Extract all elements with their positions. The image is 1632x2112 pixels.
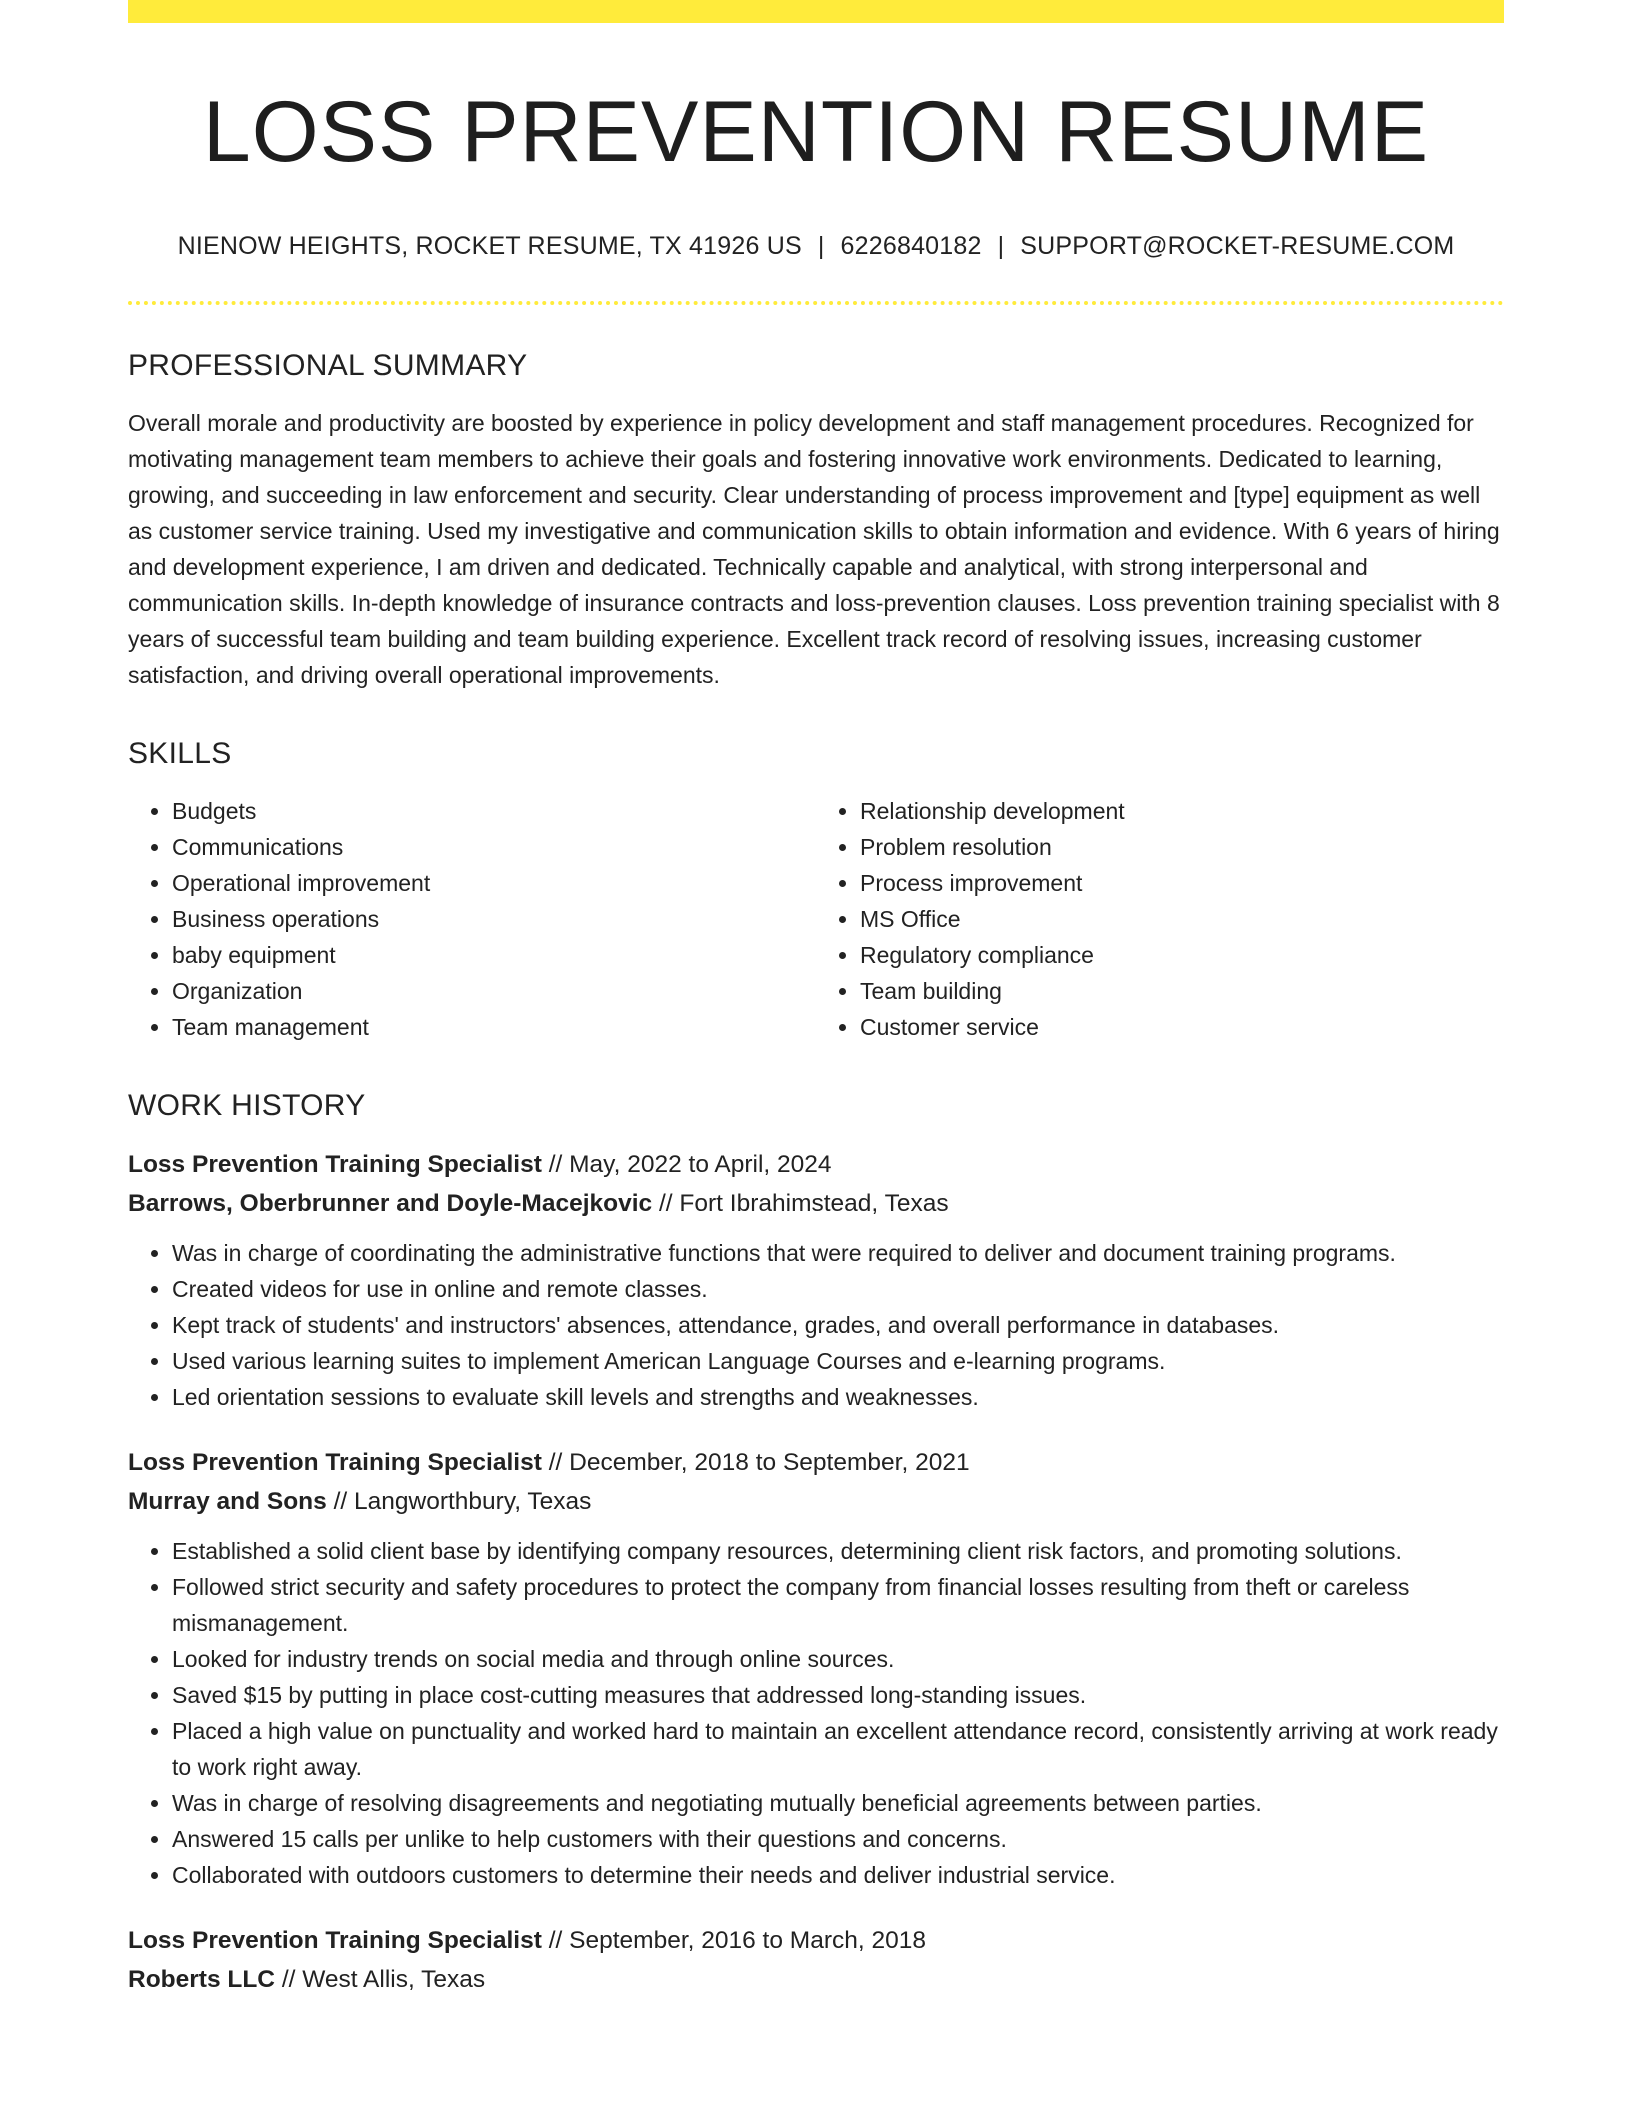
skill-item: • MS Office: [860, 901, 1504, 937]
skill-item: • Business operations: [172, 901, 816, 937]
job-bullets: [128, 1533, 1504, 1893]
skill-item: • Relationship development: [860, 793, 1504, 829]
job-dates: // December, 2018 to September, 2021: [548, 1449, 970, 1477]
skill-item: • Team management: [172, 1009, 816, 1045]
contact-address: NIENOW HEIGHTS, ROCKET RESUME, TX 41926 US: [177, 232, 802, 261]
job-bullets: [128, 1235, 1504, 1415]
skill-item: • Customer service: [860, 1009, 1504, 1045]
job-company: Roberts LLC: [128, 1966, 275, 1994]
job-bullet: • Was in charge of coordinating the administrative functions that were required to deliver and document training programs.: [172, 1235, 1504, 1271]
job-entry: [128, 1145, 1504, 1415]
skill-item: • Problem resolution: [860, 829, 1504, 865]
job-bullet: • Collaborated with outdoors customers to determine their needs and deliver industrial service.: [172, 1857, 1504, 1893]
job-location: // Langworthbury, Texas: [333, 1488, 592, 1516]
work-history-section: [128, 1089, 1504, 1999]
section-heading-work-history: WORK HISTORY: [128, 1089, 366, 1123]
job-bullet: • Answered 15 calls per unlike to help customers with their questions and concerns.: [172, 1821, 1504, 1857]
skill-item: • Team building: [860, 973, 1504, 1009]
skill-item: • Communications: [172, 829, 816, 865]
job-company-line: [128, 1184, 1504, 1223]
job-bullet: • Looked for industry trends on social media and through online sources.: [172, 1641, 1504, 1677]
accent-top-bar: [128, 0, 1504, 23]
dotted-divider: [128, 301, 1504, 305]
job-title-line: [128, 1145, 1504, 1184]
section-heading-summary: PROFESSIONAL SUMMARY: [128, 349, 528, 383]
contact-email: SUPPORT@ROCKET-RESUME.COM: [1020, 232, 1455, 261]
job-company: Murray and Sons: [128, 1488, 327, 1516]
job-bullet: • Established a solid client base by identifying company resources, determining client risk factors, and promoting solutions.: [172, 1533, 1504, 1569]
skills-section: [128, 737, 1504, 1045]
job-bullet: • Followed strict security and safety procedures to protect the company from financial losses resulting from theft or careless mismanagement.: [172, 1569, 1504, 1641]
professional-summary-section: [128, 349, 1504, 693]
skill-item: • Process improvement: [860, 865, 1504, 901]
job-bullet: • Was in charge of resolving disagreements and negotiating mutually beneficial agreements between parties.: [172, 1785, 1504, 1821]
job-bullet: • Placed a high value on punctuality and worked hard to maintain an excellent attendance record, consistently arriving at work ready to work right away.: [172, 1713, 1504, 1785]
job-dates: // September, 2016 to March, 2018: [548, 1927, 926, 1955]
contact-separator: |: [817, 232, 825, 261]
job-location: // Fort Ibrahimstead, Texas: [659, 1190, 949, 1218]
job-location: // West Allis, Texas: [281, 1966, 486, 1994]
skill-item: • Budgets: [172, 793, 816, 829]
job-title: Loss Prevention Training Specialist: [128, 1151, 542, 1179]
contact-separator: |: [997, 232, 1005, 261]
job-entry: [128, 1921, 1504, 1999]
contact-line: [128, 232, 1504, 261]
job-bullet: • Used various learning suites to implement American Language Courses and e-learning programs.: [172, 1343, 1504, 1379]
job-entry: [128, 1443, 1504, 1893]
job-title-line: [128, 1921, 1504, 1960]
skills-list-left: [128, 793, 816, 1045]
section-heading-skills: SKILLS: [128, 737, 232, 771]
job-bullet: • Kept track of students' and instructors' absences, attendance, grades, and overall performance in databases.: [172, 1307, 1504, 1343]
skill-item: • Operational improvement: [172, 865, 816, 901]
skills-columns: [128, 793, 1504, 1045]
skill-item: • Regulatory compliance: [860, 937, 1504, 973]
skills-list-right: [816, 793, 1504, 1045]
summary-text: Overall morale and productivity are boosted by experience in policy development and staff management procedures. Recognized for motivating management team members to achieve their goals and fostering innovative work environments. Dedicated to learning, growing, and succeeding in law enforcement and security. Clear understanding of process improvement and [type] equipment as well as customer service training. Used my investigative and communication skills to obtain information and evidence. With 6 years of hiring and development experience, I am driven and dedicated. Technically capable and analytical, with strong interpersonal and communication skills. In-depth knowledge of insurance contracts and loss-prevention clauses. Loss prevention training specialist with 8 years of successful team building and team building experience. Excellent track record of resolving issues, increasing customer satisfaction, and driving overall operational improvements.: [128, 410, 1500, 689]
job-title: Loss Prevention Training Specialist: [128, 1927, 542, 1955]
job-company-line: [128, 1482, 1504, 1521]
job-bullet: • Saved $15 by putting in place cost-cutting measures that addressed long-standing issues.: [172, 1677, 1504, 1713]
resume-page: [128, 0, 1504, 2027]
job-title-line: [128, 1443, 1504, 1482]
skill-item: • baby equipment: [172, 937, 816, 973]
contact-phone: 6226840182: [840, 232, 982, 261]
skill-item: • Organization: [172, 973, 816, 1009]
job-bullet: • Led orientation sessions to evaluate skill levels and strengths and weaknesses.: [172, 1379, 1504, 1415]
job-company: Barrows, Oberbrunner and Doyle-Macejkovic: [128, 1190, 653, 1218]
job-title: Loss Prevention Training Specialist: [128, 1449, 542, 1477]
job-dates: // May, 2022 to April, 2024: [548, 1151, 832, 1179]
resume-title: LOSS PREVENTION RESUME: [202, 84, 1430, 180]
job-bullet: • Created videos for use in online and remote classes.: [172, 1271, 1504, 1307]
job-company-line: [128, 1960, 1504, 1999]
